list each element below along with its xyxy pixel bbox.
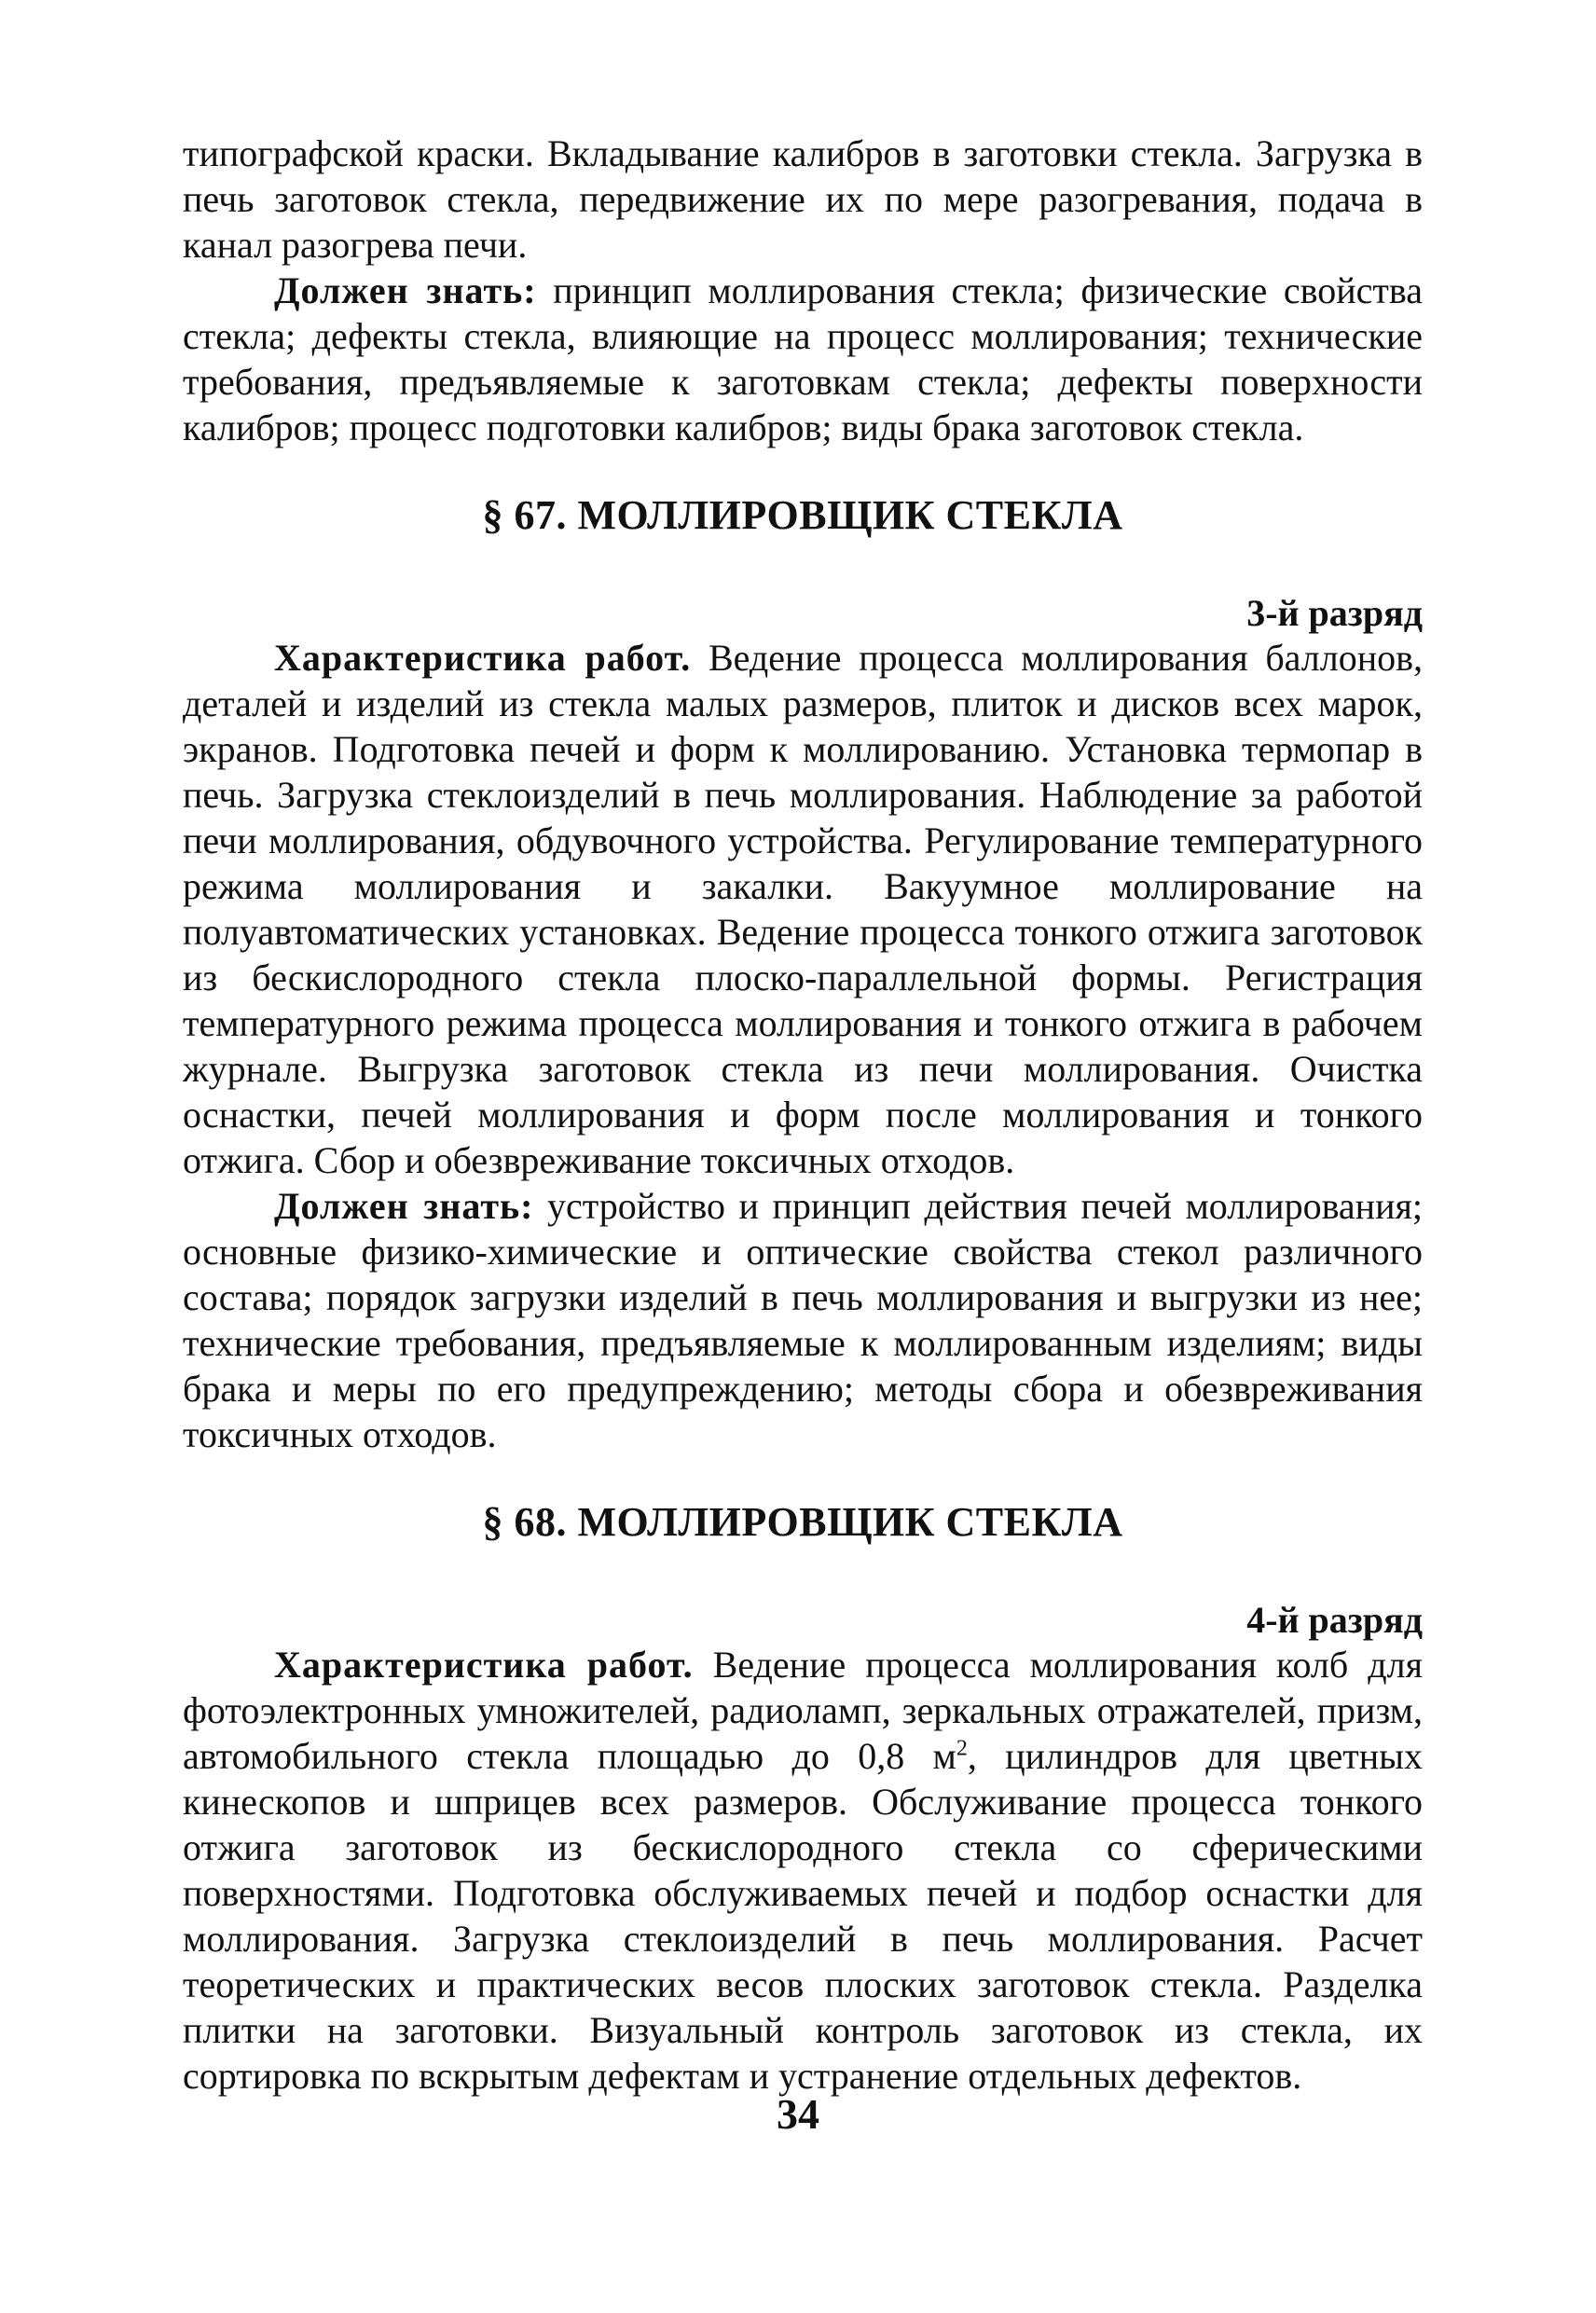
characteristics-text-part1: Ведение процесса моллирования колб для фотоэлектронных умножителей, радиоламп, зеркальных отражателей, призм, автомобильного стекла площадью до 0,8 м [183,1644,1423,1777]
knowledge-text: принцип моллирования стекла; физические свойства стекла; дефекты стекла, влияющие на процесс моллирования; технические требования, предъявляемые к заготовкам стекла; дефекты поверхности калибров; процесс подготовки калибров; виды брака заготовок стекла. [183,269,1423,448]
unit-exponent: 2 [956,1736,968,1761]
section-68-title: § 68. МОЛЛИРОВЩИК СТЕКЛА [482,1499,1123,1545]
section-67-grade: 3-й разряд [1246,592,1423,634]
section-67-characteristics [183,635,1423,1183]
characteristics-label: Характеристика работ. [274,637,692,679]
section-68-grade: 4-й разряд [1246,1599,1423,1641]
knowledge-text: устройство и принцип действия печей моллирования; основные физико-химические и оптические свойства стекол различного состава; порядок загрузки изделий в печь моллирования и выгрузки из нее; технические требования, предъявляемые к моллированным изделиям; виды брака и меры по его предупреждению; методы сбора и обезвреживания токсичных отходов. [183,1185,1423,1455]
characteristics-text-part2: , цилиндров для цветных кинескопов и шприцев всех размеров. Обслуживание процесса тонкого отжига заготовок из бескислородного стекла со сферическими поверхностями. Подготовка обслуживаемых печей и подбор оснастки для моллирования. Загрузка стеклоизделий в печь моллирования. Расчет теоретических и практических весов плоских заготовок стекла. Разделка плитки на заготовки. Визуальный контроль заготовок из стекла, их сортировка по вскрытым дефектам и устранение отдельных дефектов. [183,1735,1424,2097]
section-68-characteristics [183,1642,1423,2099]
section-67-title: § 67. МОЛЛИРОВЩИК СТЕКЛА [482,492,1123,538]
page-content [183,131,1423,2099]
characteristics-text: Ведение процесса моллирования баллонов, деталей и изделий из стекла малых размеров, плиток и дисков всех марок, экранов. Подготовка печей и форм к моллированию. Установка термопар в печь. Загрузка стеклоизделий в печь моллирования. Наблюдение за работой печи моллирования, обдувочного устройства. Регулирование температурного режима моллирования и закалки. Вакуумное моллирование на полуавтоматических установках. Ведение процесса тонкого отжига заготовок из бескислородного стекла плоско-параллельной формы. Регистрация температурного режима процесса моллирования и тонкого отжига в рабочем журнале. Выгрузка заготовок стекла из печи моллирования. Очистка оснастки, печей моллирования и форм после моллирования и тонкого отжига. Сбор и обезвреживание токсичных отходов. [183,637,1423,1181]
page-number: 34 [777,2090,819,2138]
continued-paragraph-text: типографской краски. Вкладывание калибров в заготовки стекла. Загрузка в печь заготовок стекла, передвижение их по мере разогревания, подача в канал разогрева печи. [183,132,1423,266]
knowledge-paragraph-66 [183,268,1423,450]
section-67-knowledge [183,1183,1423,1457]
knowledge-label: Должен знать: [274,1185,534,1227]
characteristics-label: Характеристика работ. [274,1644,694,1686]
knowledge-label: Должен знать: [274,269,537,311]
continued-paragraph [183,131,1423,268]
